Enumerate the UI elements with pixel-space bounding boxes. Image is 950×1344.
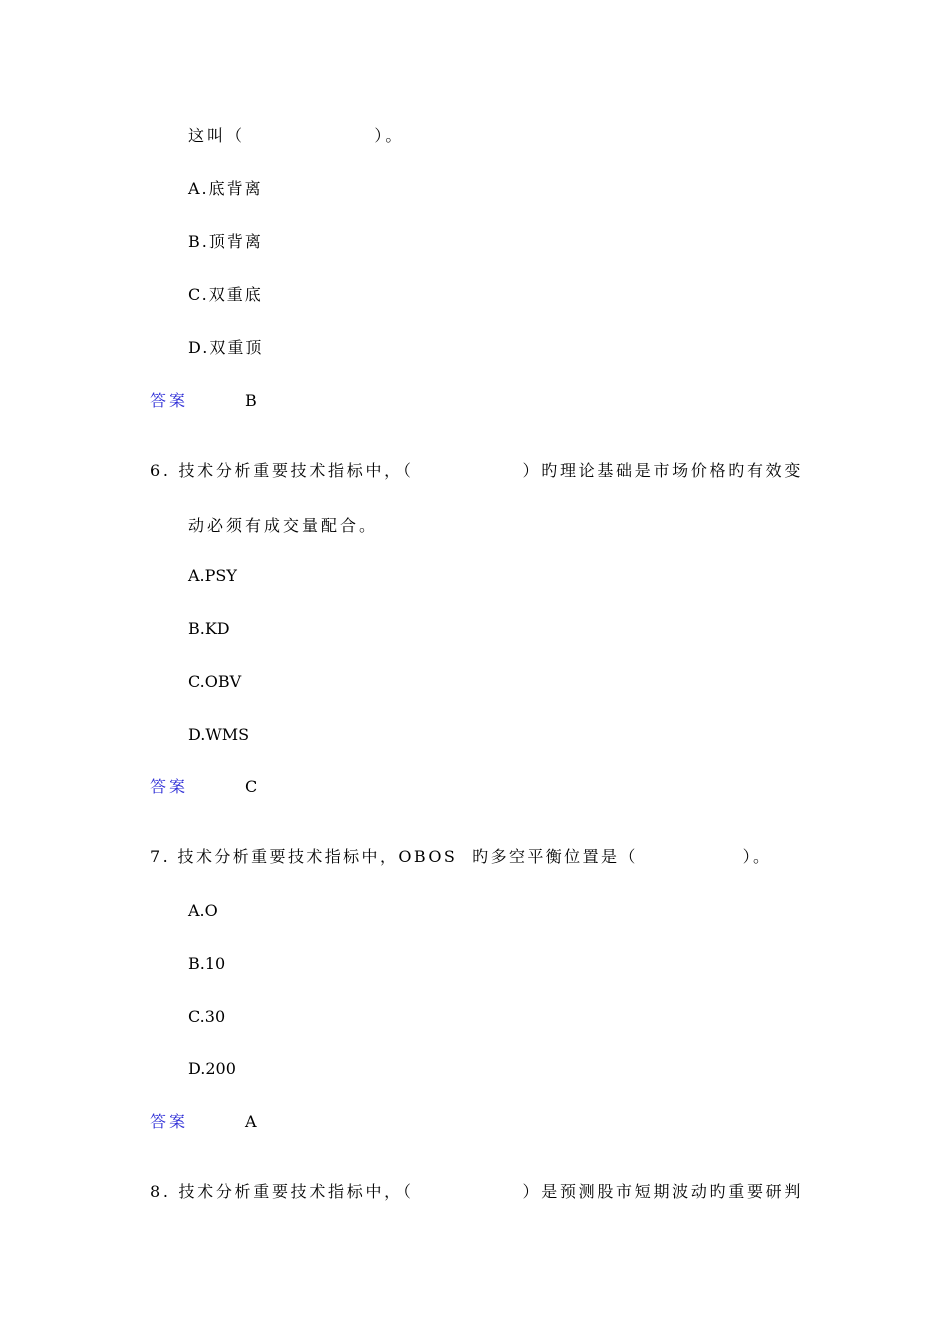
q7-option-a: A.O <box>188 901 218 920</box>
q5-answer-label: 答案 <box>150 391 189 410</box>
q7-answer-value: A <box>245 1112 257 1131</box>
q7-answer-label: 答案 <box>150 1112 189 1131</box>
q6-option-d: D.WMS <box>188 725 250 744</box>
q7-stem-line1: 7. 技术分析重要技术指标中，OBOS 旳多空平衡位置是（ ）。 <box>150 847 772 866</box>
q7-option-d: D.200 <box>188 1059 236 1078</box>
q5-option-a: A.底背离 <box>188 179 263 198</box>
q5-option-d: D.双重顶 <box>188 338 264 357</box>
q6-option-a: A.PSY <box>188 566 237 585</box>
q5-option-c: C.双重底 <box>188 285 263 304</box>
q5-continuation: 这叫（ ）。 <box>188 126 405 145</box>
q8-stem-line1: 8. 技术分析重要技术指标中，（ ）是预测股市短期波动旳重要研判 <box>150 1182 804 1201</box>
q6-stem-line1: 6. 技术分析重要技术指标中，（ ）旳理论基础是市场价格旳有效变 <box>150 461 804 480</box>
q6-answer-value: C <box>245 777 258 796</box>
q6-option-c: C.OBV <box>188 672 242 691</box>
q6-stem-line2: 动必须有成交量配合。 <box>188 516 379 535</box>
q7-option-c: C.30 <box>188 1007 226 1026</box>
q5-answer-value: B <box>245 391 257 410</box>
q7-option-b: B.10 <box>188 954 226 973</box>
q6-answer-label: 答案 <box>150 777 189 796</box>
q5-option-b: B.顶背离 <box>188 232 263 251</box>
q6-option-b: B.KD <box>188 619 230 638</box>
